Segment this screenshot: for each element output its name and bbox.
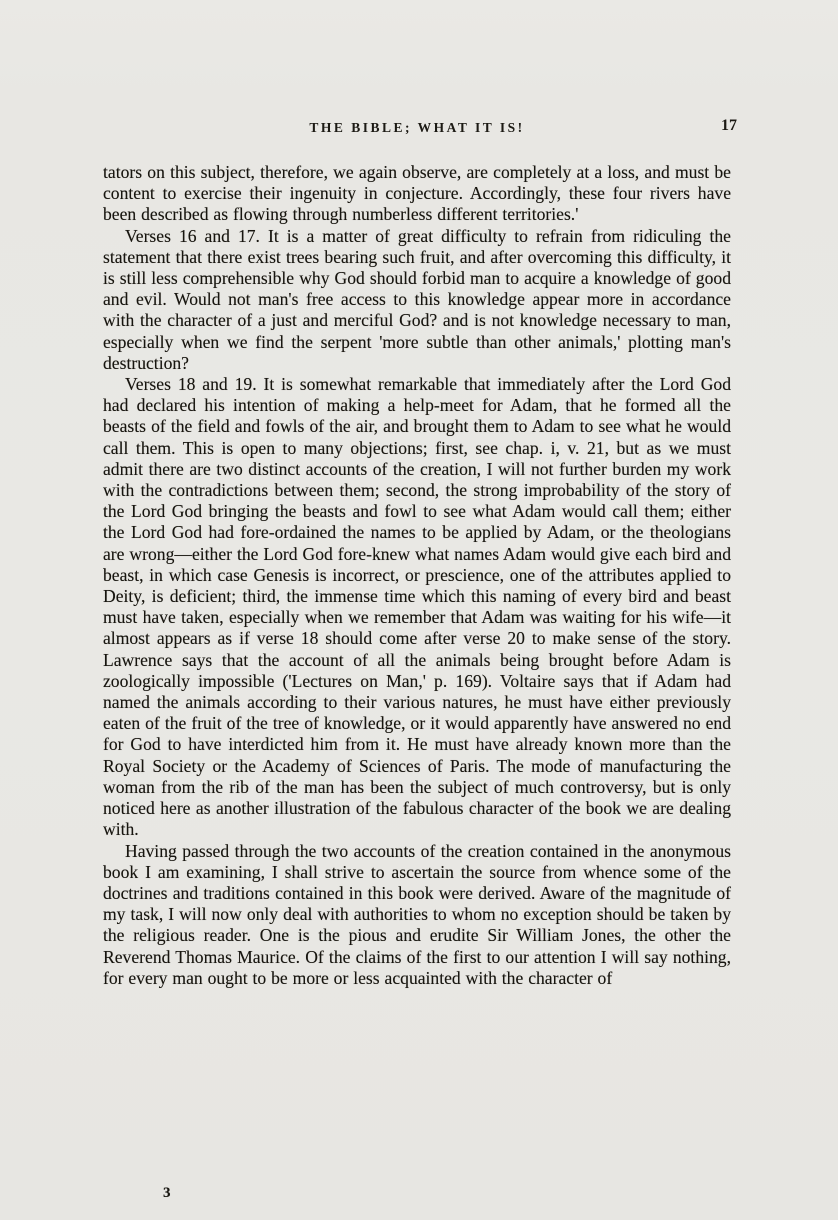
paragraph-two-accounts: Having passed through the two accounts of the creation contained in the anonymous book I am examining, I shall strive to ascertain the source from whence some of the doctrines and traditions contained in this book were derived. Aware of the magnitude of my task, I will now only deal with authorities to whom no exception should be taken by the religious reader. One is the pious and erudite Sir William Jones, the other the Reverend Thomas Maurice. Of the claims of the first to our attention I will say nothing, for every man ought to be more or less acquainted with the character of	[103, 840, 731, 988]
signature-mark: 3	[163, 1185, 171, 1201]
page-number: 17	[721, 117, 737, 134]
paragraph-continuation: tators on this subject, therefore, we again observe, are completely at a loss, and must be content to exercise their ingenuity in conjecture. Accordingly, these four rivers have been described as flowing through numberless different territories.'	[103, 162, 731, 225]
paragraph-verses-18-19: Verses 18 and 19. It is somewhat remarkable that immediately after the Lord God had declared his intention of making a help-meet for Adam, that he formed all the beasts of the field and fowls of the air, and brought them to Adam to see what he would call them. This is open to many objections; first, see chap. i, v. 21, but as we must admit there are two distinct accounts of the creation, I will not further burden my work with the contradictions between them; second, the strong improbability of the story of the Lord God bringing the beasts and fowl to see what Adam would call them; either the Lord God had fore-ordained the names to be applied by Adam, or the theologians are wrong—either the Lord God fore-knew what names Adam would give each bird and beast, in which case Genesis is incorrect, or prescience, one of the attributes applied to Deity, is deficient; third, the immense time which this naming of every bird and beast must have taken, especially when we remember that Adam was waiting for his wife—it almost appears as if verse 18 should come after verse 20 to make sense of the story. Lawrence says that the account of all the animals being brought before Adam is zoologically impossible ('Lectures on Man,' p. 169). Voltaire says that if Adam had named the animals according to their various natures, he must have either previously eaten of the fruit of the tree of knowledge, or it would apparently have answered no end for God to have interdicted him from it. He must have already known more than the Royal Society or the Academy of Sciences of Paris. The mode of manufacturing the woman from the rib of the man has been the subject of much controversy, but is only noticed here as another illustration of the fabulous character of the book we are dealing with.	[103, 374, 731, 840]
body-text	[103, 162, 731, 989]
running-head	[103, 117, 737, 144]
running-title: THE BIBLE; WHAT IT IS!	[309, 120, 525, 135]
paragraph-verses-16-17: Verses 16 and 17. It is a matter of great difficulty to refrain from ridiculing the statement that there exist trees bearing such fruit, and after overcoming this difficulty, it is still less comprehensible why God should forbid man to acquire a knowledge of good and evil. Would not man's free access to this knowledge appear more in accordance with the character of a just and merciful God? and is not knowledge necessary to man, especially when we find the serpent 'more subtle than other animals,' plotting man's destruction?	[103, 225, 731, 373]
text-block	[103, 117, 737, 989]
